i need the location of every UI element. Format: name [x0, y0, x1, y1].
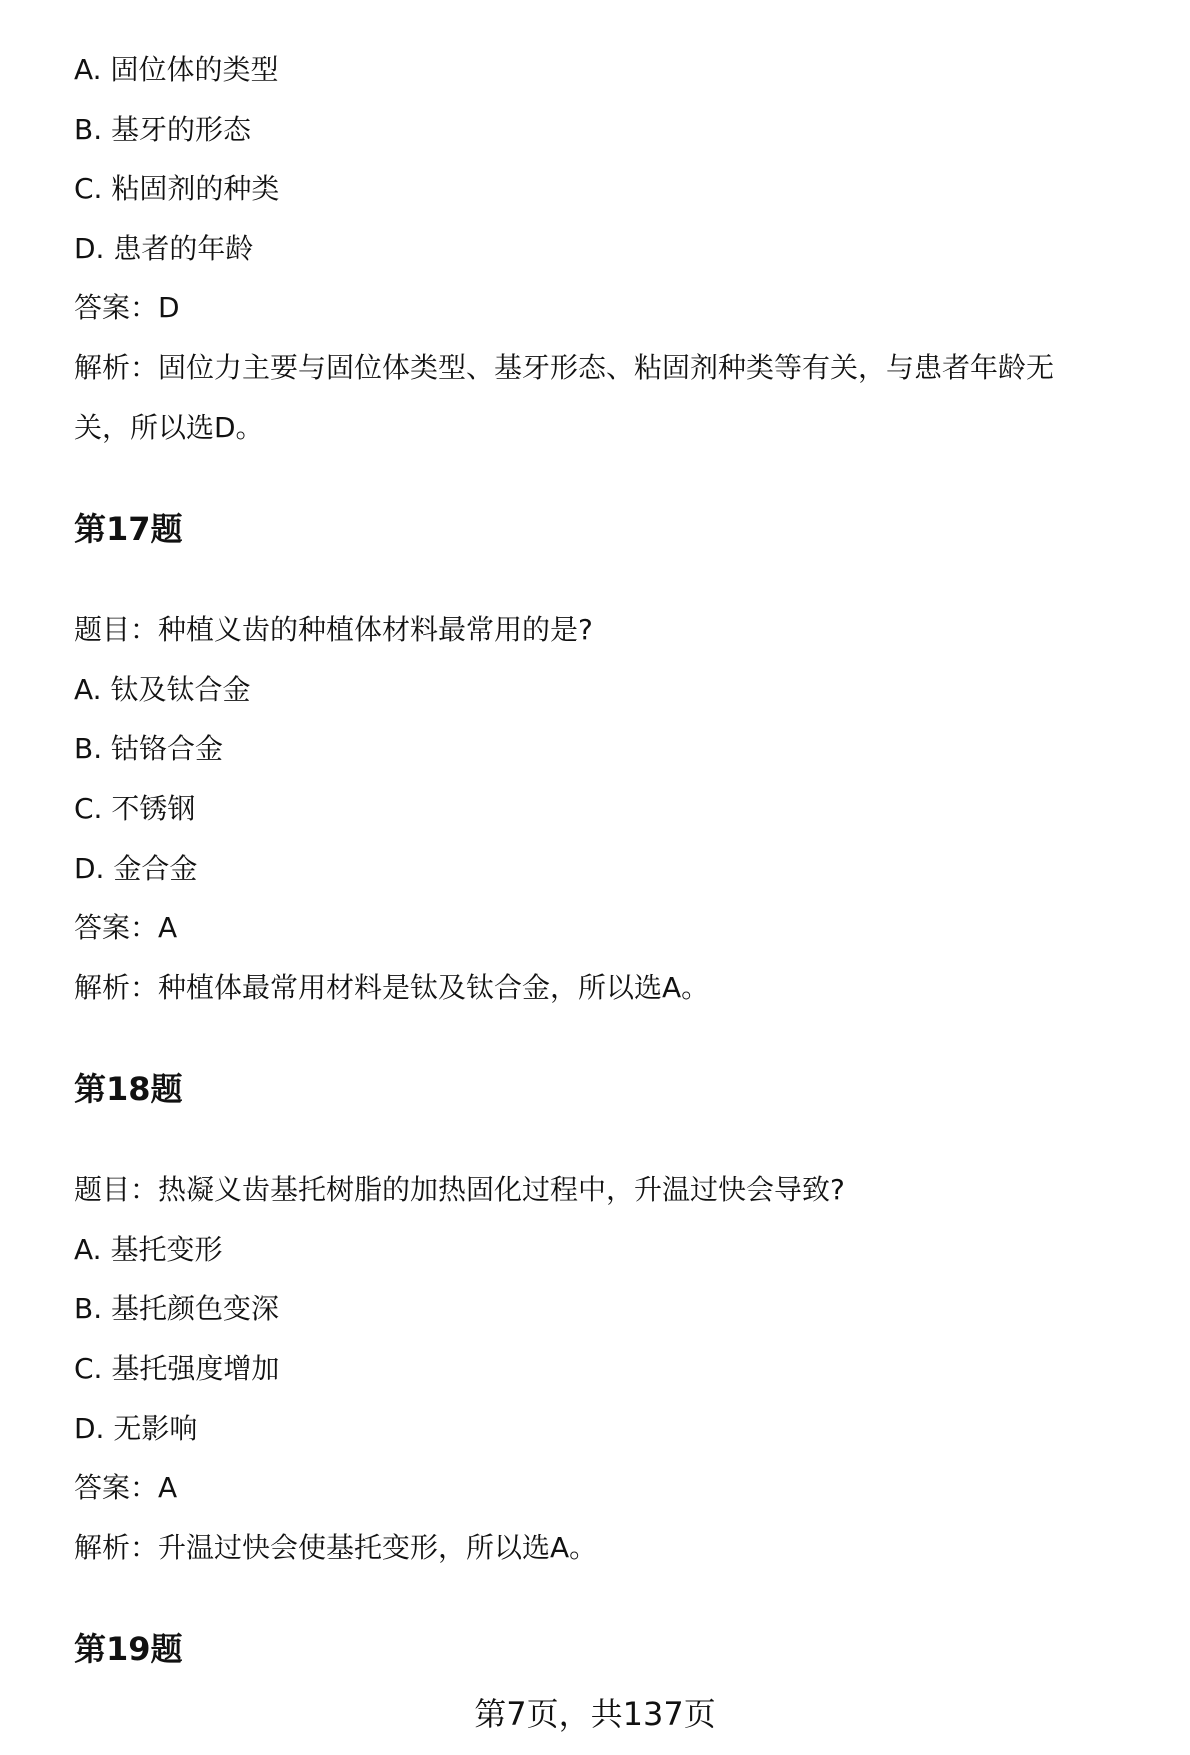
q17-option-d: D. 金合金 — [74, 852, 198, 885]
q18-option-d: D. 无影响 — [74, 1412, 198, 1445]
q17-heading: 第17题 — [74, 510, 183, 548]
q16-answer: 答案：D — [74, 291, 180, 324]
q18-question: 题目：热凝义齿基托树脂的加热固化过程中，升温过快会导致? — [74, 1173, 845, 1206]
q16-option-a: A. 固位体的类型 — [74, 53, 279, 86]
q18-option-a: A. 基托变形 — [74, 1233, 223, 1266]
q17-option-a: A. 钛及钛合金 — [74, 673, 251, 706]
q18-analysis: 解析：升温过快会使基托变形，所以选A。 — [74, 1531, 598, 1564]
q19-heading: 第19题 — [74, 1630, 183, 1668]
q17-option-b: B. 钴铬合金 — [74, 732, 224, 765]
page-footer: 第7页，共137页 — [474, 1695, 716, 1733]
q16-analysis-line-1: 解析：固位力主要与固位体类型、基牙形态、粘固剂种类等有关，与患者年龄无 — [74, 351, 1055, 384]
q18-heading: 第18题 — [74, 1070, 183, 1108]
q16-option-c: C. 粘固剂的种类 — [74, 172, 280, 205]
q16-option-b: B. 基牙的形态 — [74, 113, 252, 146]
q16-analysis-line-2: 关，所以选D。 — [74, 411, 264, 444]
q18-option-b: B. 基托颜色变深 — [74, 1292, 280, 1325]
q17-analysis: 解析：种植体最常用材料是钛及钛合金，所以选A。 — [74, 971, 710, 1004]
q16-option-d: D. 患者的年龄 — [74, 232, 254, 265]
q18-answer: 答案：A — [74, 1471, 178, 1504]
q18-option-c: C. 基托强度增加 — [74, 1352, 280, 1385]
q17-question: 题目：种植义齿的种植体材料最常用的是? — [74, 613, 593, 646]
q17-option-c: C. 不锈钢 — [74, 792, 196, 825]
q17-answer: 答案：A — [74, 911, 178, 944]
